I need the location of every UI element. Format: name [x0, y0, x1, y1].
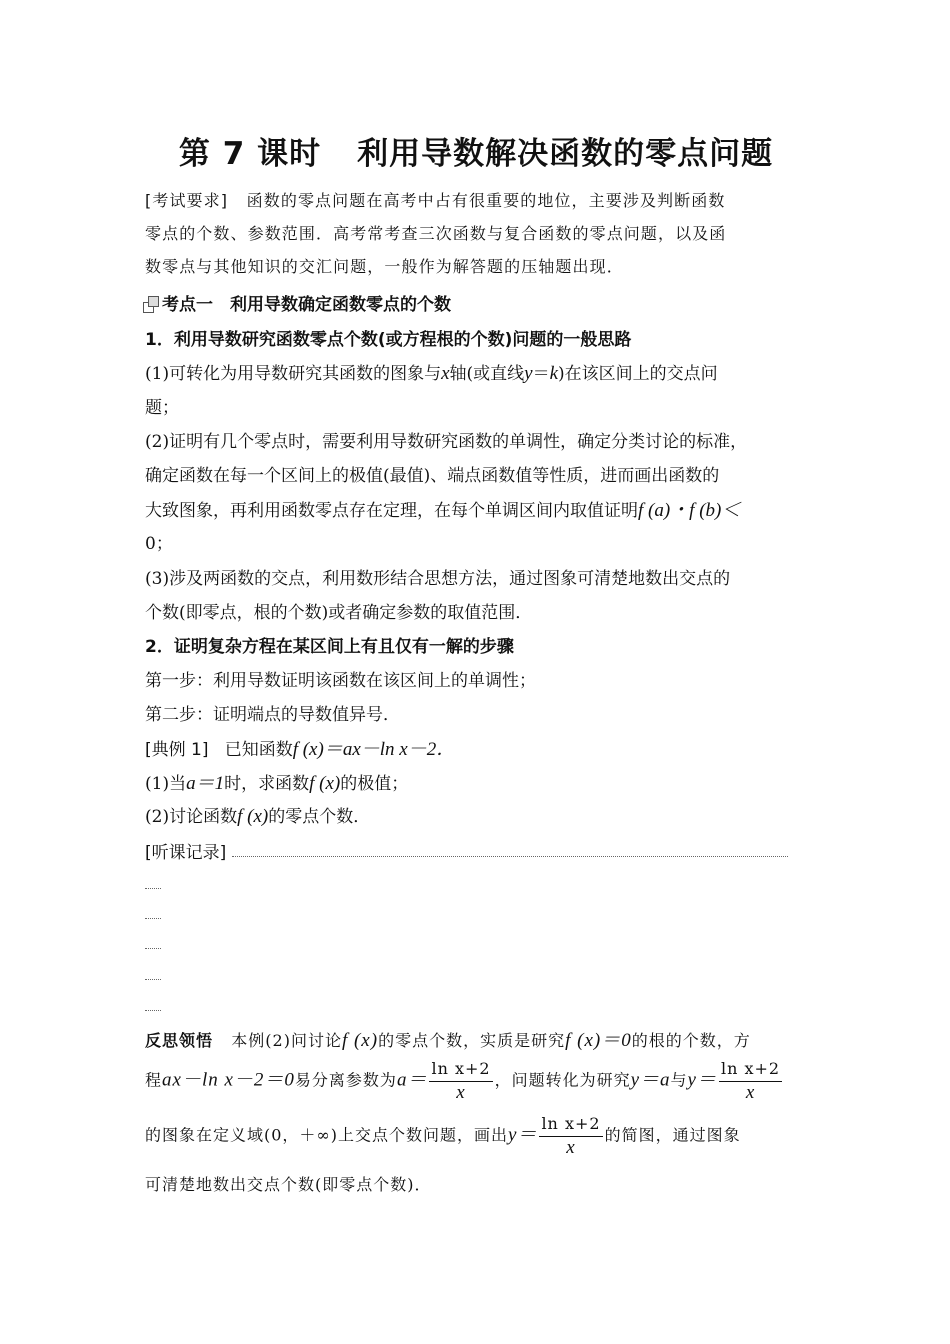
q2-text-b: 的零点个数．	[268, 807, 371, 827]
reflection-line4: 可清楚地数出交点个数(即零点个数)．	[145, 1175, 432, 1194]
refl-equation: ax－ln x－2＝0	[162, 1069, 295, 1091]
p1-y: y	[524, 363, 533, 384]
item2-title: 2．证明复杂方程在某区间上有且仅有一解的步骤	[145, 637, 514, 657]
refl-y2: y＝	[508, 1124, 538, 1146]
requirement-line: 函数的零点问题在高考中占有很重要的地位，主要涉及判断函数	[246, 191, 726, 210]
p1-text-a: (1)可转化为用导数研究其函数的图象与	[145, 364, 442, 384]
example-stem-text: 已知函数	[224, 740, 293, 760]
refl-text-e: 易分离参数为	[294, 1070, 397, 1090]
refl-text-a: 本例(2)问讨论	[231, 1031, 342, 1050]
section-heading-text: 考点一 利用导数确定函数零点的个数	[162, 295, 451, 315]
refl-text-b: 的零点个数，实质是研究	[378, 1031, 566, 1050]
refl-y-a: y＝a	[630, 1069, 671, 1091]
p1-text-b: 轴(或直线	[449, 364, 525, 384]
refl-text-h: 的图象在定义域(0，＋∞)上交点个数问题，画出	[145, 1125, 508, 1145]
refl-text-i: 的简图，通过图象	[604, 1125, 741, 1145]
notes-line[interactable]	[145, 888, 161, 889]
reflection-line1	[145, 1025, 751, 1052]
p1-x: x	[441, 363, 450, 384]
step-two: 第二步：证明端点的导数值异号．	[145, 705, 400, 725]
p2-formula: f (a)・f (b)＜	[638, 500, 741, 521]
step-one: 第一步：利用导数证明该函数在该区间上的单调性；	[145, 671, 536, 691]
example-label: [典例 1]	[145, 740, 209, 760]
p2-line4: 0；	[145, 534, 173, 554]
p2-text: 大致图象，再利用函数零点存在定理，在每个单调区间内取值证明	[145, 501, 638, 521]
p1-line1	[145, 359, 718, 385]
reflection-line3	[145, 1113, 741, 1159]
refl-text-f: ，问题转化为研究	[494, 1070, 631, 1090]
requirement-line: 零点的个数、参数范围．高考常考查三次函数与复合函数的零点问题，以及函	[145, 224, 727, 243]
q1-text-b: 时，求函数	[224, 774, 310, 794]
refl-text-c: 的根的个数，方	[631, 1031, 751, 1050]
requirement-line: 数零点与其他知识的交汇问题，一般作为解答题的压轴题出现．	[145, 257, 624, 276]
fraction-numerator: ln x+2	[429, 1058, 492, 1082]
p3-line2: 个数(即零点，根的个数)或者确定参数的取值范围．	[145, 603, 533, 623]
section-badge-icon	[143, 296, 159, 312]
page-title	[145, 128, 807, 173]
notes-label: [听课记录]	[145, 843, 227, 863]
notes-line[interactable]	[145, 1010, 161, 1011]
p1-line2: 题；	[145, 398, 179, 418]
p2-line1: (2)证明有几个零点时，需要利用导数研究函数的单调性，确定分类讨论的标准，	[145, 432, 748, 452]
q1-text-a: (1)当	[145, 774, 187, 794]
refl-fx: f (x)	[341, 1030, 379, 1051]
reflection-line2	[145, 1058, 784, 1104]
p1-text-c: )在该区间上的交点问	[558, 364, 718, 384]
refl-text-g: 与	[670, 1070, 688, 1090]
refl-text-d: 程	[145, 1070, 163, 1090]
p2-line3	[145, 495, 740, 522]
notes-line[interactable]	[145, 948, 161, 949]
refl-a-var: a＝	[396, 1069, 428, 1091]
q1-fx: f (x)	[309, 773, 341, 794]
fraction-denominator: x	[566, 1137, 576, 1158]
q2-fx: f (x)	[237, 806, 269, 827]
requirement-label: [考试要求]	[145, 191, 229, 210]
example-q1	[145, 768, 408, 795]
item1-title: 1．利用导数研究函数零点个数(或方程根的个数)问题的一般思路	[145, 330, 632, 350]
fraction-denominator: x	[745, 1082, 756, 1103]
q1-text-c: 的极值；	[340, 774, 409, 794]
notes-line[interactable]	[145, 918, 161, 919]
example-q2	[145, 802, 370, 828]
lesson-number: 第 7 课时	[178, 136, 322, 172]
p2-line2: 确定函数在每一个区间上的极值(最值)、端点函数值等性质，进而画出函数的	[145, 466, 720, 486]
section-heading	[143, 290, 451, 315]
p1-k: k	[549, 363, 559, 384]
reflection-label: 反思领悟	[145, 1031, 214, 1050]
notes-line[interactable]	[232, 856, 788, 857]
fraction	[429, 1058, 492, 1104]
notes-line[interactable]	[145, 979, 161, 980]
example-formula: f (x)＝ax－ln x－2．	[292, 739, 456, 760]
example-stem	[145, 734, 455, 761]
exam-requirement	[145, 184, 807, 283]
q2-text-a: (2)讨论函数	[145, 807, 238, 827]
fraction	[539, 1113, 602, 1159]
fraction-numerator: ln x+2	[539, 1113, 602, 1137]
q1-formula: a＝1	[186, 773, 225, 794]
fraction	[719, 1058, 782, 1104]
lesson-topic: 利用导数解决函数的零点问题	[357, 136, 774, 172]
fraction-denominator: x	[456, 1082, 466, 1103]
refl-fx-zero: f (x)＝0	[565, 1030, 632, 1051]
refl-y: y＝	[687, 1069, 717, 1091]
fraction-numerator: ln x+2	[719, 1058, 782, 1082]
p3-line1: (3)涉及两函数的交点，利用数形结合思想方法，通过图象可清楚地数出交点的	[145, 569, 731, 589]
p1-eq: ＝	[532, 364, 550, 384]
